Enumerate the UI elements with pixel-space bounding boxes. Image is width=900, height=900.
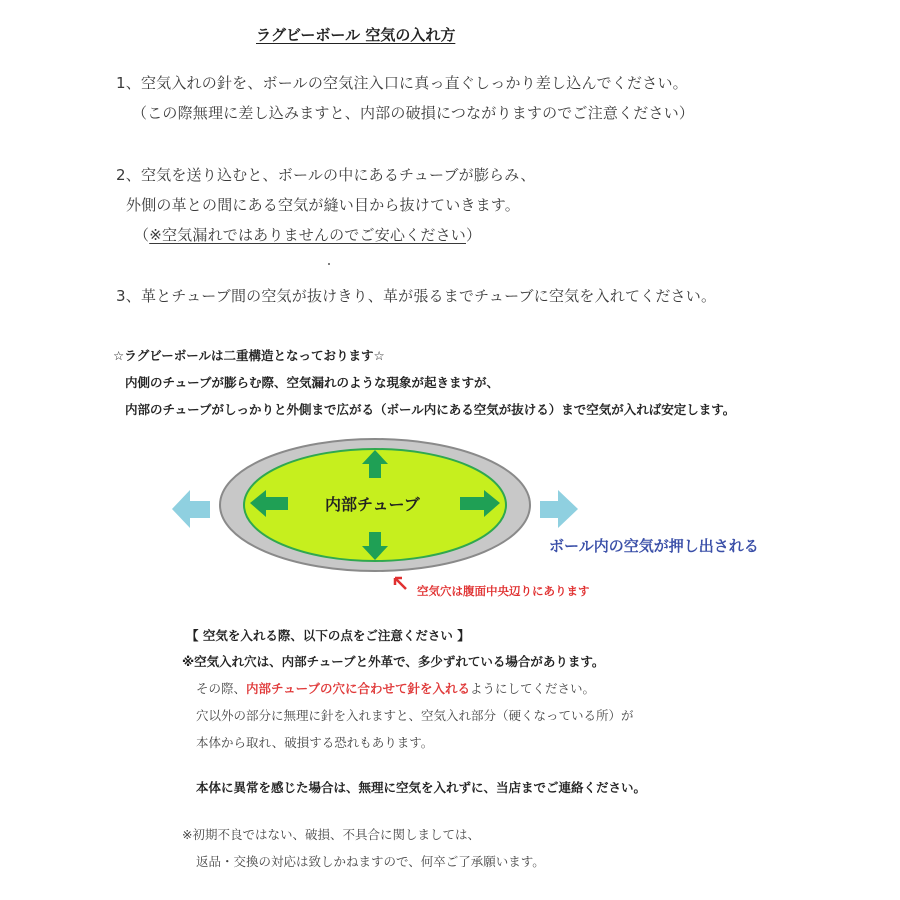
caution-line-2-post: ようにしてください。 <box>470 681 596 696</box>
caution-line-2 <box>196 679 595 697</box>
caution-line-1: ※空気入れ穴は、内部チューブと外革で、多少ずれている場合があります。 <box>182 654 605 669</box>
air-out-right-arrow-icon <box>540 490 578 528</box>
footer-line-1: ※初期不良ではない、破損、不具合に関しましては、 <box>182 827 480 842</box>
paren-close: ） <box>465 226 482 244</box>
stray-dot <box>328 263 330 265</box>
structure-line-2: 内部のチューブがしっかりと外側まで広がる（ボール内にある空気が抜ける）まで空気が入れば安定します。 <box>125 402 736 417</box>
step-1-line-1: 1、空気入れの針を、ボールの空気注入口に真っ直ぐしっかり差し込んでください。 <box>116 74 688 92</box>
ball-diagram-svg <box>160 430 800 580</box>
ball-diagram <box>160 430 800 580</box>
contact-notice: 本体に異常を感じた場合は、無理に空気を入れずに、当店までご連絡ください。 <box>196 780 647 795</box>
air-hole-location-label: 空気穴は腹面中央辺りにあります <box>417 584 590 598</box>
air-out-left-arrow-icon <box>172 490 210 528</box>
step-2-line-3 <box>134 224 481 245</box>
footer-line-2: 返品・交換の対応は致しかねますので、何卒ご了承願います。 <box>196 854 545 869</box>
caution-line-2-highlight: 内部チューブの穴に合わせて針を入れる <box>246 681 471 696</box>
step-1-line-2: （この際無理に差し込みますと、内部の破損につながりますのでご注意ください） <box>132 104 695 122</box>
caution-line-2-pre: その際、 <box>196 681 247 696</box>
inner-tube-label: 内部チューブ <box>325 495 420 514</box>
structure-heading: ☆ラグビーボールは二重構造となっております☆ <box>113 348 385 363</box>
reassurance-note: ※空気漏れではありませんのでご安心ください <box>149 226 466 244</box>
step-2-line-1: 2、空気を送り込むと、ボールの中にあるチューブが膨らみ、 <box>116 166 536 184</box>
structure-line-1: 内側のチューブが膨らむ際、空気漏れのような現象が起きますが、 <box>125 375 500 390</box>
step-2-line-2: 外側の革との間にある空気が縫い目から抜けていきます。 <box>126 196 521 214</box>
caution-line-3: 穴以外の部分に無理に針を入れますと、空気入れ部分（硬くなっている所）が <box>196 708 634 723</box>
caution-heading: 【 空気を入れる際、以下の点をご注意ください 】 <box>186 628 470 643</box>
step-3-line-1: 3、革とチューブ間の空気が抜けきり、革が張るまでチューブに空気を入れてください。 <box>116 287 717 305</box>
air-hole-pointer-arrow-icon <box>392 575 408 591</box>
caution-line-4: 本体から取れ、破損する恐れもあります。 <box>196 735 434 750</box>
air-pushed-out-label: ボール内の空気が押し出される <box>549 537 759 555</box>
page-title: ラグビーボール 空気の入れ方 <box>256 26 456 44</box>
paren-open: （ <box>134 226 150 244</box>
